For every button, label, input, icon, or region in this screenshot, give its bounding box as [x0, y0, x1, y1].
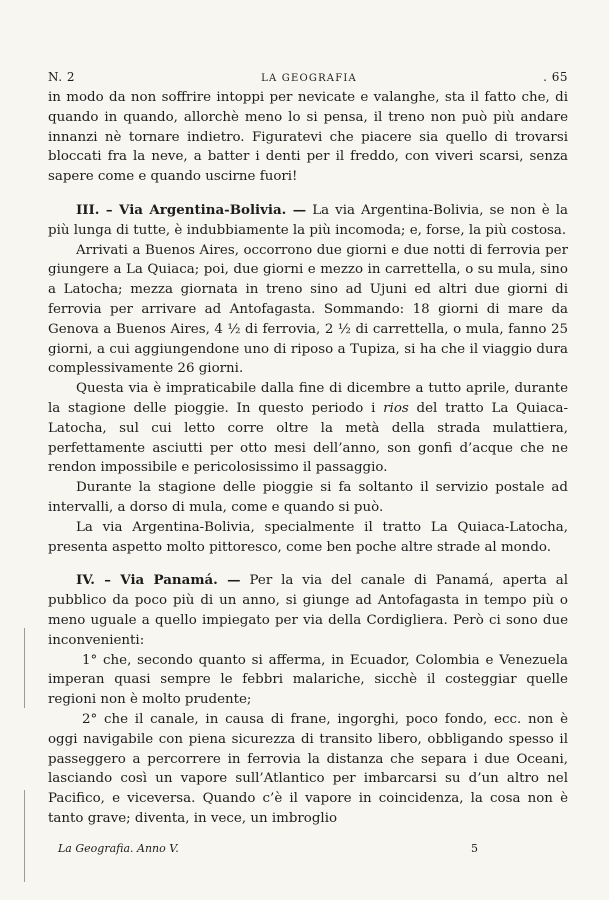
running-header	[48, 70, 568, 84]
section-4-item-1: 1° che, secondo quanto si afferma, in Ecuador, Colombia e Venezuela imperan quasi sempre le febbri malariche, sicchè il costeggiar quelle regioni non è molto prudente;	[48, 652, 568, 708]
section-4-item-2: 2° che il canale, in causa di frane, ingorghi, poco fondo, ecc. non è oggi navigabile con piena sicurezza di transito libero, obbligando spesso il passeggero a percorrere in ferrovia la distanza che separa i due Oceani, lasciando così un vapore sull’Atlantico per imbarcarsi su d’un altro nel Pacifico, e viceversa. Quando c’è il vapore in coincidenza, la cosa non è tanto grave; diventa, in vece, un imbroglio	[48, 711, 568, 826]
page-number: . 65	[543, 70, 568, 84]
issue-number: N. 2	[48, 70, 75, 84]
section-3-paragraph-2	[48, 379, 568, 478]
section-4-intro-text: Per la via del canale di Panamá, aperta al pubblico da poco più di un anno, si giunge ad Antofagasta in tempo più o meno uguale a quello impiegato per via della Cordigliera. Però ci sono due inconvenienti:	[48, 573, 568, 648]
section-4-intro	[48, 571, 568, 650]
section-3-paragraph-2-start: Questa via è impraticabile dalla fine di dicembre a tutto aprile, durante la stagione delle pioggie. In questo periodo i	[48, 381, 568, 416]
body-text	[48, 88, 568, 829]
signature-mark: 5	[471, 842, 478, 855]
rios-term: rios	[383, 400, 409, 416]
margin-mark-line-lower	[24, 790, 25, 882]
footer-journal: La Geografia. Anno V.	[58, 842, 179, 855]
section-3-paragraph-4: La via Argentina-Bolivia, specialmente il tratto La Quiaca-Latocha, presenta aspetto molto pittoresco, come ben poche altre strade al mondo.	[48, 519, 568, 555]
section-4-title: IV. – Via Panamá. —	[76, 572, 241, 589]
journal-title: LA GEOGRAFIA	[261, 73, 357, 84]
section-3-intro	[48, 201, 568, 241]
margin-mark-line	[24, 628, 25, 708]
paragraph-continued: in modo da non soffrire intoppi per nevicate e valanghe, sta il fatto che, di quando in quando, allorchè meno lo si pensa, il treno non può più andare innanzi nè tornare indietro. Figuratevi che piacere sia quello di trovarsi bloccati fra la neve, a batter i denti per il freddo, con viveri scarsi, senza sapere come e quando uscirne fuori!	[48, 90, 568, 185]
section-3-paragraph-2-end: del tratto La Quiaca-Latocha, sul cui letto corre oltre la metà della strada mulattiera, perfettamente asciutti per otto mesi dell’anno, son gonfi d’acque che ne rendon impossibile e pericolosissimo il passaggio.	[48, 400, 568, 476]
section-3-intro-text: La via Argentina-Bolivia, se non è la più lunga di tutte, è indubbiamente la più incomoda; e, forse, la più costosa.	[48, 202, 568, 238]
section-3-paragraph-1: Arrivati a Buenos Aires, occorrono due giorni e due notti di ferrovia per giungere a La Quiaca; poi, due giorni e mezzo in carrettella, o su mula, sino a Latocha; mezza giornata in treno sino ad Ujuni ed altri due giorni di ferrovia per arrivare ad Antofagasta. Sommando: 18 giorni di mare da Genova a Buenos Aires, 4 ½ di ferrovia, 2 ½ di carrettella, o mula, fanno 25 giorni, a cui aggiungendone uno di riposo a Tupiza, si ha che il viaggio dura complessivamente 26 giorni.	[48, 242, 568, 377]
section-3-title: III. – Via Argentina-Bolivia. —	[76, 201, 307, 218]
section-3-paragraph-3: Durante la stagione delle pioggie si fa soltanto il servizio postale ad intervalli, a dorso di mula, come e quando si può.	[48, 480, 568, 515]
page-footer	[58, 842, 478, 855]
